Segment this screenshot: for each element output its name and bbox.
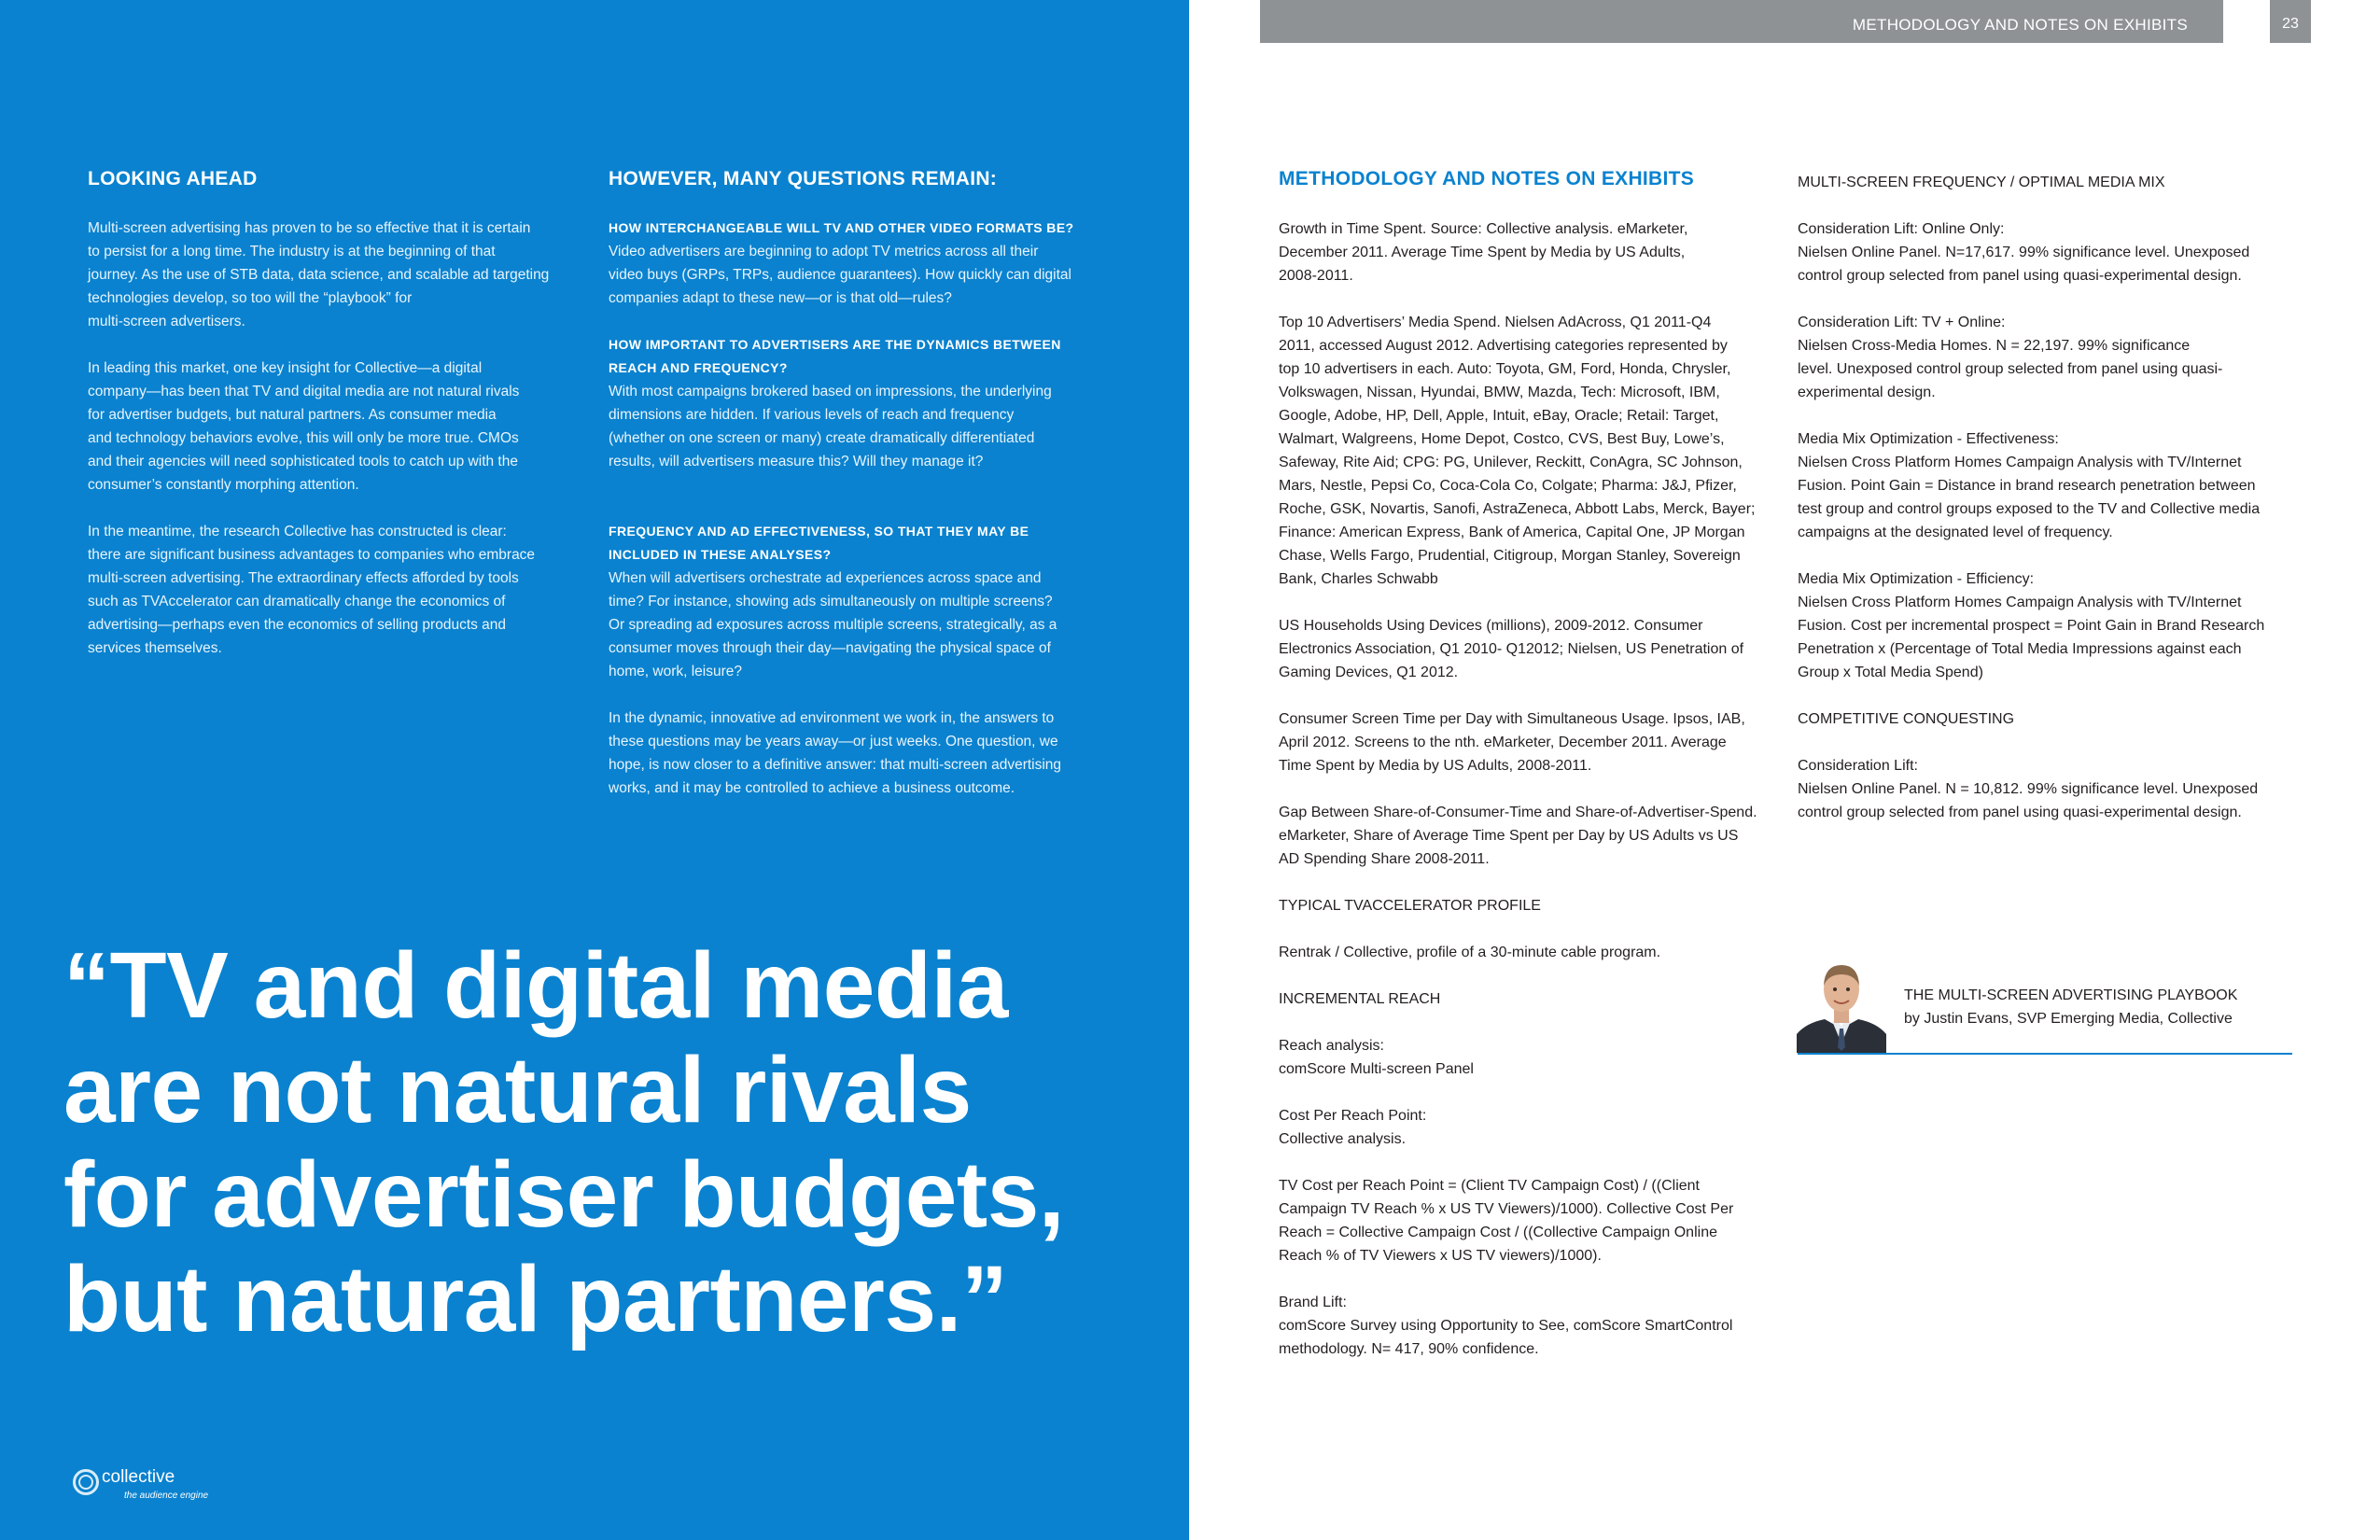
right-page <box>1189 0 2380 1540</box>
note-tv-cost-formula: TV Cost per Reach Point = (Client TV Campaign Cost) / ((Client Campaign TV Reach % x US TV Viewers)/1000). Collective Cost Per Reach = Collective Campaign Cost / ((Collective Campaign Online Reach % of TV Viewers x US TV viewers)/1000). <box>1279 1178 1734 1264</box>
note-growth-time-spent: Growth in Time Spent. Source: Collective analysis. eMarketer, December 2011. Average Time Spent by Media by US Adults, 2008-2011. <box>1279 221 1688 284</box>
looking-ahead-paragraph-1: Multi-screen advertising has proven to be so effective that it is certain to persist for a long time. The industry is at the beginning of that journey. As the use of STB data, data science, and scalable ad targeting technologies develop, so too will the “playbook” for multi-screen advertisers. <box>88 220 550 329</box>
logo-inner-ring-icon <box>78 1475 93 1490</box>
pull-quote: “TV and digital media are not natural rivals for advertiser budgets, but natural partners.” <box>63 933 1065 1351</box>
note-top-10-advertisers: Top 10 Advertisers’ Media Spend. Nielsen AdAcross, Q1 2011-Q4 2011, accessed August 2012. Advertising categories represented by top 10 advertisers in each. Auto: Toyota, GM, Ford, Honda, Chrysler, Volkswagen, Nissan, Hyundai, BMW, Mazda, Tech: Microsoft, IBM, Google, Adobe, HP, Dell, Apple, Intuit, eBay, Oracle; Retail: Target, Walmart, Walgreens, Home Depot, Costco, CVS, Best Buy, Lowe’s, Safeway, Rite Aid; CPG: PG, Unilever, Reckitt, ConAgra, SC Johnson, Mars, Nestle, Pepsi Co, Coca-Cola Co, Colgate; Pharma: J&J, Pfizer, Roche, GSK, Novartis, Sanofi, AstraZeneca, Abbott Labs, Merck, Bayer; Finance: American Express, Bank of America, Capital One, JP Morgan Chase, Wells Fargo, Prudential, Citigroup, Morgan Stanley, Sovereign Bank, Charles Schwabb <box>1279 315 1756 587</box>
author-divider <box>1798 1053 2292 1055</box>
question-block-2 <box>609 333 1131 473</box>
note-tvaccelerator-heading: TYPICAL TVACCELERATOR PROFILE <box>1279 898 1541 914</box>
notes-right-column <box>1798 171 2358 847</box>
note-brand-lift: Brand Lift: comScore Survey using Opportunity to See, comScore SmartControl methodology. N= 417, 90% confidence. <box>1279 1295 1733 1357</box>
questions-column <box>609 217 1131 823</box>
question-2: HOW IMPORTANT TO ADVERTISERS ARE THE DYNAMICS BETWEEN REACH AND FREQUENCY? <box>609 337 1061 375</box>
questions-heading: HOWEVER, MANY QUESTIONS REMAIN: <box>609 168 998 189</box>
note-consideration-lift: Consideration Lift: Nielsen Online Panel. N = 10,812. 99% significance level. Unexposed control group selected from panel using quasi-experimental design. <box>1798 758 2259 820</box>
note-mix-effectiveness: Media Mix Optimization - Effectiveness: Nielsen Cross Platform Homes Campaign Analysis with TV/Internet Fusion. Point Gain = Distance in brand research penetration between test group and control groups exposed to the TV and Collective media campaigns at the designated level of frequency. <box>1798 431 2261 540</box>
note-consideration-online: Consideration Lift: Online Only: Nielsen Online Panel. N=17,617. 99% significance level. Unexposed control group selected from panel using quasi-experimental design. <box>1798 221 2250 284</box>
author-photo <box>1797 954 1886 1053</box>
note-competitive-heading: COMPETITIVE CONQUESTING <box>1798 711 2015 727</box>
question-block-1 <box>609 217 1131 310</box>
methodology-heading: METHODOLOGY AND NOTES ON EXHIBITS <box>1279 168 1695 189</box>
question-3: FREQUENCY AND AD EFFECTIVENESS, SO THAT THEY MAY BE INCLUDED IN THESE ANALYSES? <box>609 524 1029 562</box>
note-incremental-reach-heading: INCREMENTAL REACH <box>1279 991 1441 1007</box>
header-title: METHODOLOGY AND NOTES ON EXHIBITS <box>1852 16 2188 34</box>
answer-1: Video advertisers are beginning to adopt TV metrics across all their video buys (GRPs, TRPs, audience guarantees). How quickly can digital companies adapt to these new—or is that old—rules? <box>609 244 1071 306</box>
questions-closing-paragraph: In the dynamic, innovative ad environment we work in, the answers to these questions may be years away—or just weeks. One question, we hope, is now closer to a definitive answer: that multi-screen advertising works, and it may be controlled to achieve a business outcome. <box>609 710 1062 796</box>
note-cost-per-reach-point: Cost Per Reach Point: Collective analysis. <box>1279 1108 1427 1147</box>
page-number-box <box>2270 0 2311 43</box>
looking-ahead-column <box>88 217 610 683</box>
question-1: HOW INTERCHANGEABLE WILL TV AND OTHER VIDEO FORMATS BE? <box>609 220 1074 235</box>
header-bar <box>1260 0 2223 43</box>
book-author-byline: by Justin Evans, SVP Emerging Media, Collective <box>1904 1011 2233 1027</box>
question-block-3 <box>609 520 1131 683</box>
notes-left-column <box>1279 217 1801 1384</box>
looking-ahead-heading: LOOKING AHEAD <box>88 168 258 189</box>
answer-3: When will advertisers orchestrate ad experiences across space and time? For instance, showing ads simultaneously on multiple screens? Or spreading ad exposures across multiple screens, strategically, as a consumer moves through their day—navigating the physical space of home, work, leisure? <box>609 570 1057 679</box>
answer-2: With most campaigns brokered based on impressions, the underlying dimensions are hidden. If various levels of reach and frequency (whether on one screen or many) create dramatically differentiated results, will advertisers measure this? Will they manage it? <box>609 384 1052 469</box>
collective-logo <box>73 1465 259 1506</box>
note-mix-efficiency: Media Mix Optimization - Efficiency: Nielsen Cross Platform Homes Campaign Analysis with TV/Internet Fusion. Cost per incremental prospect = Point Gain in Brand Research Penetration x (Percentage of Total Media Impressions against each Group x Total Media Spend) <box>1798 571 2265 680</box>
note-consideration-tv-online: Consideration Lift: TV + Online: Nielsen Cross-Media Homes. N = 22,197. 99% significance level. Unexposed control group selected from panel using quasi- experimental design. <box>1798 315 2223 400</box>
note-reach-analysis: Reach analysis: comScore Multi-screen Panel <box>1279 1038 1474 1077</box>
logo-wordmark: collective <box>102 1467 175 1487</box>
note-consumer-screen-time: Consumer Screen Time per Day with Simultaneous Usage. Ipsos, IAB, April 2012. Screens to the nth. eMarketer, December 2011. Average Time Spent by Media by US Adults, 2008-2011. <box>1279 711 1745 774</box>
left-page <box>0 0 1189 1540</box>
logo-tagline: the audience engine <box>124 1491 209 1501</box>
note-frequency-heading: MULTI-SCREEN FREQUENCY / OPTIMAL MEDIA MIX <box>1798 175 2165 190</box>
book-title: THE MULTI-SCREEN ADVERTISING PLAYBOOK <box>1904 987 2238 1003</box>
page-number: 23 <box>2282 16 2299 32</box>
looking-ahead-paragraph-3: In the meantime, the research Collective has constructed is clear: there are significant business advantages to companies who embrace multi-screen advertising. The extraordinary effects afforded by tools such as TVAccelerator can dramatically change the economics of advertising—perhaps even the economics of selling products and services themselves. <box>88 524 536 656</box>
looking-ahead-paragraph-2: In leading this market, one key insight for Collective—a digital company—has been that TV and digital media are not natural rivals for advertiser budgets, but natural partners. As consumer media and technology behaviors evolve, this will only be more true. CMOs and their agencies will need sophisticated tools to catch up with the consumer’s constantly morphing attention. <box>88 360 520 493</box>
author-portrait-icon <box>1797 954 1886 1053</box>
note-share-gap: Gap Between Share-of-Consumer-Time and Share-of-Advertiser-Spend. eMarketer, Share of Average Time Spent per Day by US Adults vs US AD Spending Share 2008-2011. <box>1279 805 1757 867</box>
note-rentrak-profile: Rentrak / Collective, profile of a 30-minute cable program. <box>1279 945 1661 960</box>
note-us-households-devices: US Households Using Devices (millions), 2009-2012. Consumer Electronics Association, Q1 2010- Q12012; Nielsen, US Penetration of Gaming Devices, Q1 2012. <box>1279 618 1744 680</box>
